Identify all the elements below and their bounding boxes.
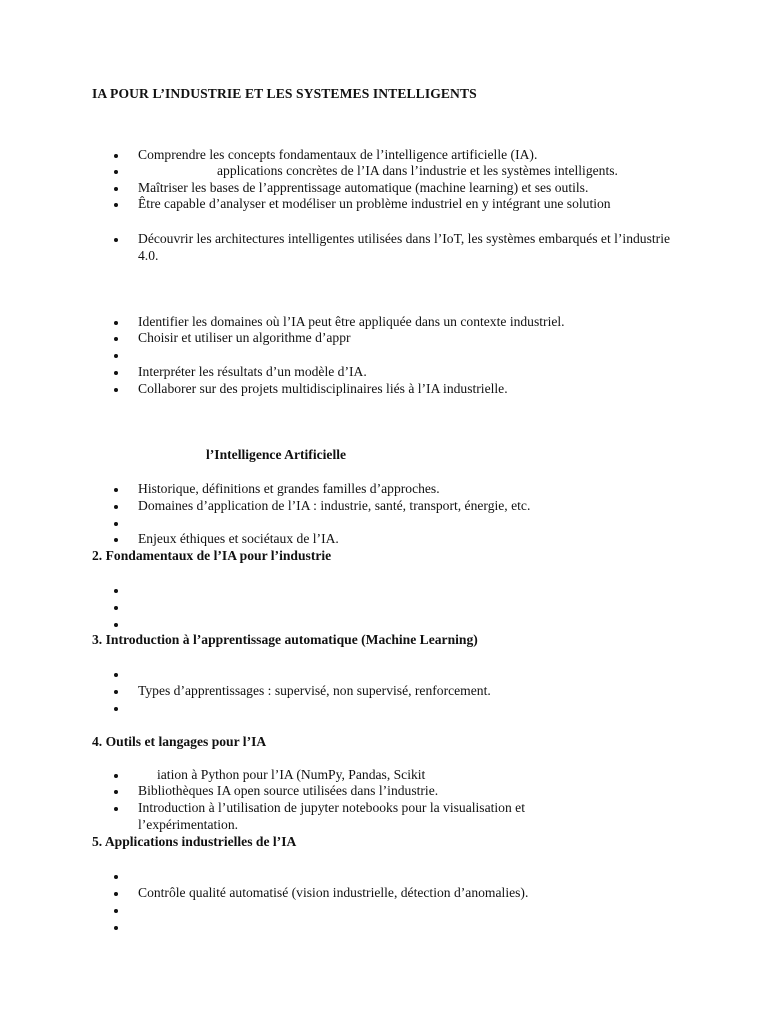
- bullet-icon: [114, 515, 122, 532]
- list-item-text: Maîtriser les bases de l’apprentissage automatique (machine learning) et ses outils.: [138, 180, 589, 195]
- list-item: [0, 767, 700, 784]
- list-item: [0, 347, 700, 364]
- bullet-icon: [114, 902, 122, 919]
- list-item-text: Identifier les domaines où l’IA peut être appliquée dans un contexte industriel.: [138, 314, 565, 329]
- list-item: [0, 381, 700, 398]
- bullet-icon: [114, 163, 122, 180]
- bullet-icon: [114, 616, 122, 633]
- list-item: [0, 666, 700, 683]
- list-item: [0, 163, 700, 180]
- list-item: [0, 902, 700, 919]
- bullet-icon: [114, 531, 122, 548]
- section-heading: 2. Fondamentaux de l’IA pour l’industrie: [92, 548, 332, 563]
- list-item: [0, 364, 700, 381]
- bullet-icon: [114, 800, 122, 817]
- list-item: [0, 330, 700, 347]
- list-item-text: Introduction à l’utilisation de jupyter notebooks pour la visualisation et l’expérimentation.: [138, 800, 525, 832]
- list-item: [0, 515, 700, 532]
- list-item-text: Interpréter les résultats d’un modèle d’IA.: [138, 364, 367, 379]
- bullet-icon: [114, 381, 122, 398]
- list-item: [0, 800, 700, 834]
- list-item-text: iation à Python pour l’IA (NumPy, Pandas, Scikit: [157, 767, 426, 782]
- bullet-icon: [114, 767, 122, 784]
- bullet-icon: [114, 700, 122, 717]
- bullet-icon: [114, 666, 122, 683]
- list-item-text: Collaborer sur des projets multidisciplinaires liés à l’IA industrielle.: [138, 381, 508, 396]
- list-item-text: Contrôle qualité automatisé (vision industrielle, détection d’anomalies).: [138, 885, 529, 900]
- bullet-icon: [114, 364, 122, 381]
- bullet-icon: [114, 498, 122, 515]
- bullet-icon: [114, 196, 122, 213]
- bullet-icon: [114, 314, 122, 331]
- list-item: [0, 498, 700, 515]
- bullet-icon: [114, 330, 122, 347]
- list-item-text: Types d’apprentissages : supervisé, non supervisé, renforcement.: [138, 683, 491, 698]
- list-item: [0, 599, 700, 616]
- list-item: [0, 700, 700, 717]
- list-item: [0, 616, 700, 633]
- list-item: [0, 683, 700, 700]
- list-item: [0, 314, 700, 331]
- section-heading: l’Intelligence Artificielle: [206, 447, 347, 462]
- list-item: [0, 885, 700, 902]
- list-item: [0, 531, 700, 548]
- list-item-text: Comprendre les concepts fondamentaux de l’intelligence artificielle (IA).: [138, 147, 538, 162]
- list-item: [0, 481, 700, 498]
- bullet-icon: [114, 231, 122, 248]
- bullet-icon: [114, 180, 122, 197]
- list-item: [0, 147, 700, 164]
- bullet-icon: [114, 868, 122, 885]
- bullet-icon: [114, 599, 122, 616]
- section-heading: 3. Introduction à l’apprentissage automatique (Machine Learning): [92, 632, 478, 647]
- list-item-text: Découvrir les architectures intelligentes utilisées dans l’IoT, les systèmes embarqués et l’industrie 4.0.: [138, 231, 671, 263]
- document-title: IA POUR L’INDUSTRIE ET LES SYSTEMES INTELLIGENTS: [92, 86, 477, 101]
- list-item-text: Domaines d’application de l’IA : industrie, santé, transport, énergie, etc.: [138, 498, 531, 513]
- list-item: [0, 582, 700, 599]
- list-item: [0, 919, 700, 936]
- bullet-icon: [114, 919, 122, 936]
- list-item: [0, 231, 700, 265]
- list-item-text: Enjeux éthiques et sociétaux de l’IA.: [138, 531, 339, 546]
- list-item-text: Bibliothèques IA open source utilisées dans l’industrie.: [138, 783, 439, 798]
- bullet-icon: [114, 481, 122, 498]
- list-item-text: applications concrètes de l’IA dans l’industrie et les systèmes intelligents.: [217, 163, 618, 178]
- bullet-icon: [114, 885, 122, 902]
- section-heading: 5. Applications industrielles de l’IA: [92, 834, 297, 849]
- list-item-text: Choisir et utiliser un algorithme d’appr: [138, 330, 351, 345]
- list-item-text: Historique, définitions et grandes familles d’approches.: [138, 481, 440, 496]
- bullet-icon: [114, 582, 122, 599]
- list-item: [0, 196, 700, 213]
- section-heading: 4. Outils et langages pour l’IA: [92, 734, 267, 749]
- list-item: [0, 180, 700, 197]
- list-item-text: Être capable d’analyser et modéliser un problème industriel en y intégrant une solution: [138, 196, 611, 211]
- list-item: [0, 868, 700, 885]
- list-item: [0, 783, 700, 800]
- bullet-icon: [114, 147, 122, 164]
- bullet-icon: [114, 683, 122, 700]
- bullet-icon: [114, 783, 122, 800]
- bullet-icon: [114, 347, 122, 364]
